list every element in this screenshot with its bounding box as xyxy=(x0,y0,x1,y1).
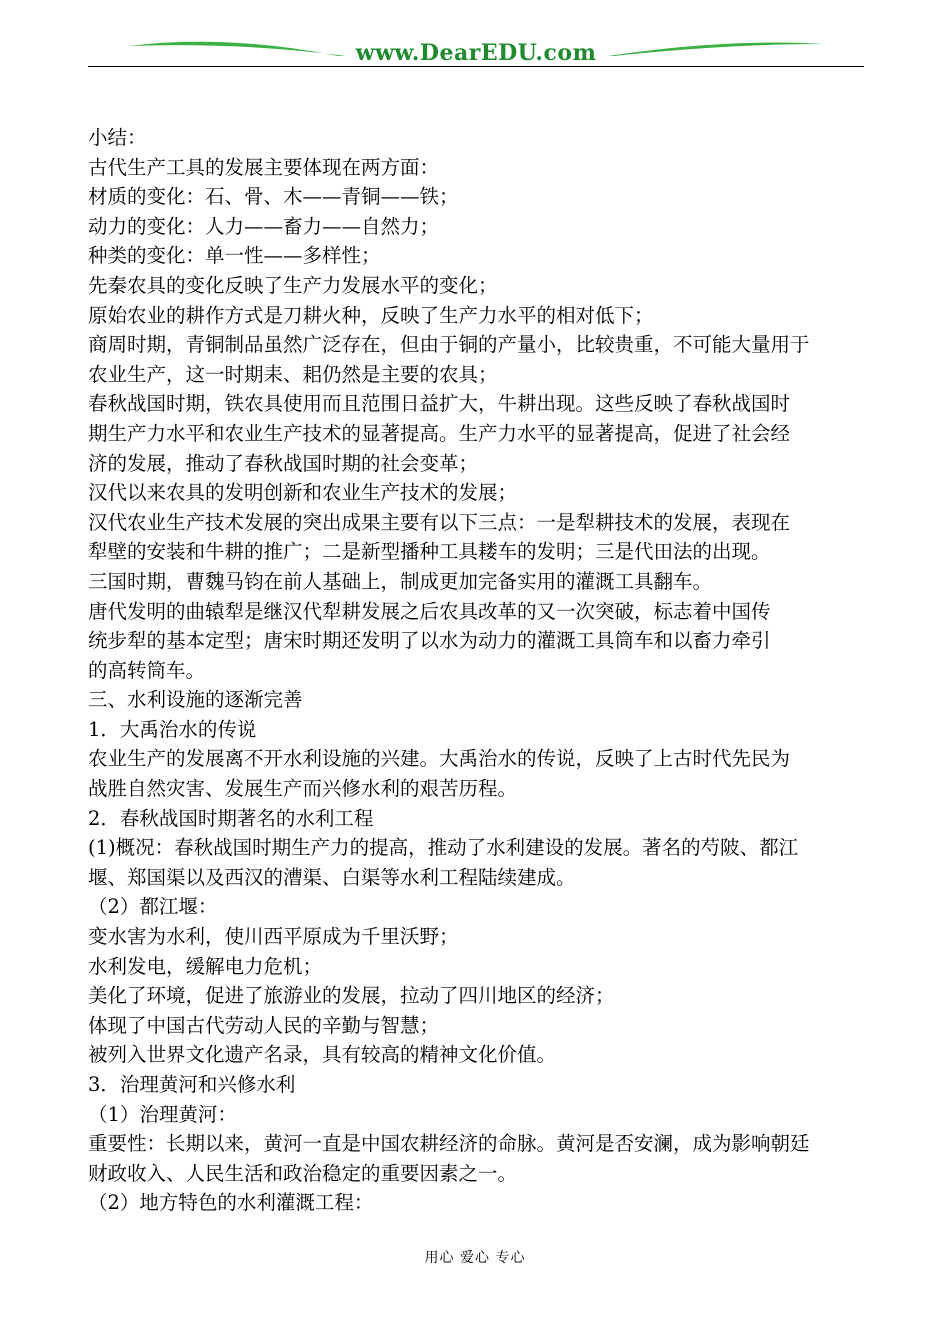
text-line: 财政收入、人民生活和政治稳定的重要因素之一。 xyxy=(88,1161,518,1185)
text-line: 1．大禹治水的传说 xyxy=(88,717,257,741)
text-line: 种类的变化：单一性——多样性； xyxy=(88,244,381,268)
text-line: 春秋战国时期，铁农具使用而且范围日益扩大，牛耕出现。这些反映了春秋战国时 xyxy=(88,392,791,416)
text-line: (1)概况：春秋战国时期生产力的提高，推动了水利建设的发展。著名的芍陂、都江 xyxy=(88,836,799,860)
text-line: 变水害为水利，使川西平原成为千里沃野； xyxy=(88,925,459,949)
text-line: 先秦农具的变化反映了生产力发展水平的变化； xyxy=(88,273,498,297)
text-line: 3．治理黄河和兴修水利 xyxy=(88,1073,296,1096)
text-line: 唐代发明的曲辕犁是继汉代犁耕发展之后农具改革的又一次突破，标志着中国传 xyxy=(88,599,771,623)
text-line: 水利发电，缓解电力危机； xyxy=(88,954,323,978)
text-line: 材质的变化：石、骨、木——青铜——铁； xyxy=(88,185,459,209)
text-line: 体现了中国古代劳动人民的辛勤与智慧； xyxy=(88,1013,440,1037)
text-line: 农业生产的发展离不开水利设施的兴建。大禹治水的传说，反映了上古时代先民为 xyxy=(88,747,791,771)
text-line: 2．春秋战国时期著名的水利工程 xyxy=(88,806,374,830)
text-line: 动力的变化：人力——畜力——自然力； xyxy=(88,214,440,238)
text-line: 统步犁的基本定型；唐宋时期还发明了以水为动力的灌溉工具筒车和以畜力牵引 xyxy=(88,629,771,653)
text-line: 犁壁的安装和牛耕的推广；二是新型播种工具耧车的发明；三是代田法的出现。 xyxy=(88,540,771,564)
text-line: 汉代农业生产技术发展的突出成果主要有以下三点：一是犁耕技术的发展，表现在 xyxy=(88,510,791,534)
text-line: 重要性：长期以来，黄河一直是中国农耕经济的命脉。黄河是否安澜，成为影响朝廷 xyxy=(88,1132,810,1156)
text-line: 期生产力水平和农业生产技术的显著提高。生产力水平的显著提高，促进了社会经 xyxy=(88,421,791,445)
text-line: 三、水利设施的逐渐完善 xyxy=(88,688,303,712)
text-line: （2）都江堰： xyxy=(88,895,218,919)
text-line: 美化了环境，促进了旅游业的发展，拉动了四川地区的经济； xyxy=(88,984,615,1008)
text-line: 被列入世界文化遗产名录，具有较高的精神文化价值。 xyxy=(88,1043,557,1067)
site-brand[interactable]: www.DearEDU.com xyxy=(355,40,597,66)
page-header xyxy=(88,34,864,74)
header-rule xyxy=(88,66,864,67)
text-line: 小结： xyxy=(88,126,147,149)
text-line: 三国时期，曹魏马钧在前人基础上，制成更加完备实用的灌溉工具翻车。 xyxy=(88,569,713,593)
text-line: 原始农业的耕作方式是刀耕火种，反映了生产力水平的相对低下； xyxy=(88,303,654,327)
text-line: 汉代以来农具的发明创新和农业生产技术的发展； xyxy=(88,481,518,505)
text-line: （1）治理黄河： xyxy=(88,1102,237,1126)
text-line: 商周时期，青铜制品虽然广泛存在，但由于铜的产量小，比较贵重，不可能大量用于 xyxy=(88,333,810,357)
text-line: 战胜自然灾害、发展生产而兴修水利的艰苦历程。 xyxy=(88,777,518,801)
text-line: 济的发展，推动了春秋战国时期的社会变革； xyxy=(88,451,479,475)
document-body xyxy=(88,123,864,1218)
text-line: 古代生产工具的发展主要体现在两方面： xyxy=(88,155,440,179)
text-line: 的高转筒车。 xyxy=(88,658,206,682)
text-line: 堰、郑国渠以及西汉的漕渠、白渠等水利工程陆续建成。 xyxy=(88,865,576,889)
text-line: 农业生产，这一时期耒、耜仍然是主要的农具； xyxy=(88,362,498,386)
text-line: （2）地方特色的水利灌溉工程： xyxy=(88,1191,374,1215)
page-footer: 用心 爱心 专心 xyxy=(424,1250,526,1266)
